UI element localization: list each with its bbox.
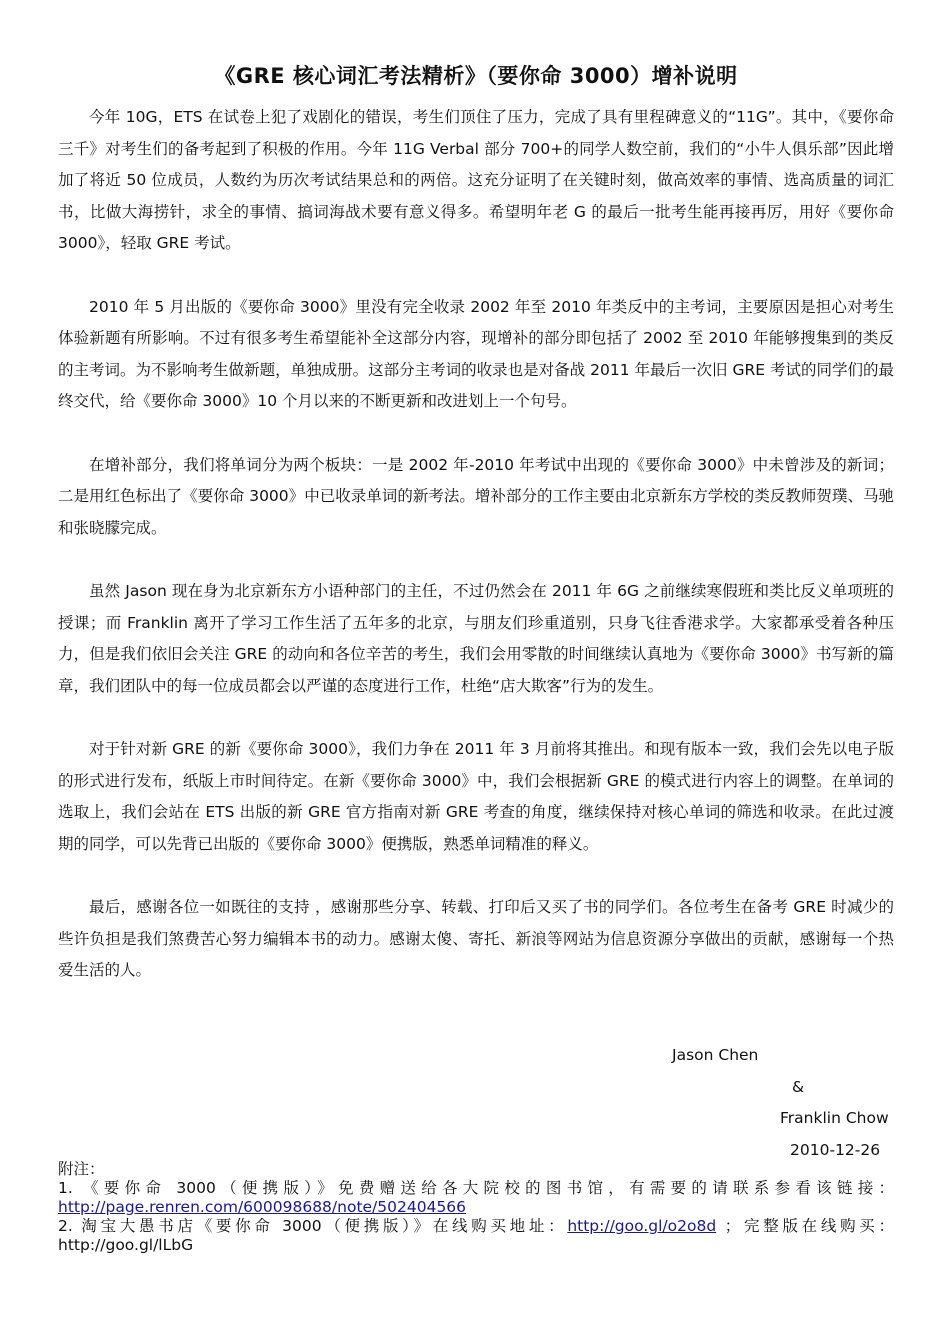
signature-date: 2010-12-26: [790, 1140, 881, 1159]
notes-section: [58, 1160, 894, 1255]
note-2-link[interactable]: http://goo.gl/o2o8d: [567, 1217, 717, 1235]
document-body: [58, 60, 894, 1019]
signature-ampersand: &: [792, 1077, 805, 1096]
signature-block: [672, 1040, 902, 1166]
note-1-link[interactable]: http://page.renren.com/600098688/note/502404566: [58, 1198, 467, 1216]
paragraph-3: 在增补部分，我们将单词分为两个板块：一是 2002 年-2010 年考试中出现的《要你命 3000》中未曾涉及的新词；二是用红色标出了《要你命 3000》中已收录单词的新考法。增补部分的工作主要由北京新东方学校的类反教师贺璞、马驰和张晓朦完成。: [58, 455, 894, 537]
paragraph-6: 最后，感谢各位一如既往的支持 ，感谢那些分享、转载、打印后又买了书的同学们。各位考生在备考 GRE 时减少的些许负担是我们煞费苦心努力编辑本书的动力。感谢太傻、寄托、新浪等网站为信息资源分享做出的贡献，感谢每一个热爱生活的人。: [58, 898, 894, 979]
document-title: 《GRE 核心词汇考法精析》（要你命 3000）增补说明: [214, 64, 738, 88]
note-1-text: 1. 《要你命 3000（便携版）》免费赠送给各大院校的图书馆，有需要的请联系参看该链接：: [58, 1179, 894, 1197]
paragraph-4: 虽然 Jason 现在身为北京新东方小语种部门的主任，不过仍然会在 2011 年 6G 之前继续寒假班和类比反义单项班的授课；而 Franklin 离开了学习工作生活了五年多的北京，与朋友们珍重道别，只身飞往香港求学。大家都承受着各种压力，但是我们依旧会关注 GRE 的动向和各位辛苦的考生，我们会用零散的时间继续认真地为《要你命 3000》书写新的篇章，我们团队中的每一位成员都会以严谨的态度进行工作，杜绝“店大欺客”行为的发生。: [58, 582, 894, 695]
note-2-middle-text: ；完整版在线购买：: [716, 1217, 894, 1235]
notes-heading: 附注：: [58, 1160, 105, 1178]
note-2-url-full: http://goo.gl/lLbG: [58, 1236, 194, 1254]
note-2: [58, 1217, 894, 1255]
signature-author-1: Jason Chen: [672, 1046, 759, 1064]
paragraph-1: 今年 10G，ETS 在试卷上犯了戏剧化的错误，考生们顶住了压力，完成了具有里程碑意义的“11G”。其中，《要你命三千》对考生们的备考起到了积极的作用。今年 11G Verbal 部分 700+的同学人数空前，我们的“小牛人俱乐部”因此增加了将近 50 位成员，人数约为历次考试结果总和的两倍。这充分证明了在关键时刻，做高效率的事情、选高质量的词汇书，比做大海捞针，求全的事情、搞词海战术要有意义得多。希望明年老 G 的最后一批考生能再接再厉，用好《要你命 3000》，轻取 GRE 考试。: [58, 108, 894, 252]
note-2-text: 2. 淘宝大愚书店《要你命 3000（便携版）》在线购买地址：: [58, 1217, 568, 1235]
note-1: [58, 1179, 894, 1217]
signature-author-2: Franklin Chow: [780, 1109, 889, 1127]
paragraph-5: 对于针对新 GRE 的新《要你命 3000》，我们力争在 2011 年 3 月前将其推出。和现有版本一致，我们会先以电子版的形式进行发布，纸版上市时间待定。在新《要你命 3000》中，我们会根据新 GRE 的模式进行内容上的调整。在单词的选取上，我们会站在 ETS 出版的新 GRE 官方指南对新 GRE 考查的角度，继续保持对核心单词的筛选和收录。在此过渡期的同学，可以先背已出版的《要你命 3000》便携版，熟悉单词精准的释义。: [58, 740, 894, 853]
paragraph-2: 2010 年 5 月出版的《要你命 3000》里没有完全收录 2002 年至 2010 年类反中的主考词，主要原因是担心对考生体验新题有所影响。不过有很多考生希望能补全这部分内容，现增补的部分即包括了 2002 至 2010 年能够搜集到的类反的主考词。为不影响考生做新题，单独成册。这部分主考词的收录也是对备战 2011 年最后一次旧 GRE 考试的同学们的最终交代，给《要你命 3000》10 个月以来的不断更新和改进划上一个句号。: [58, 297, 894, 410]
